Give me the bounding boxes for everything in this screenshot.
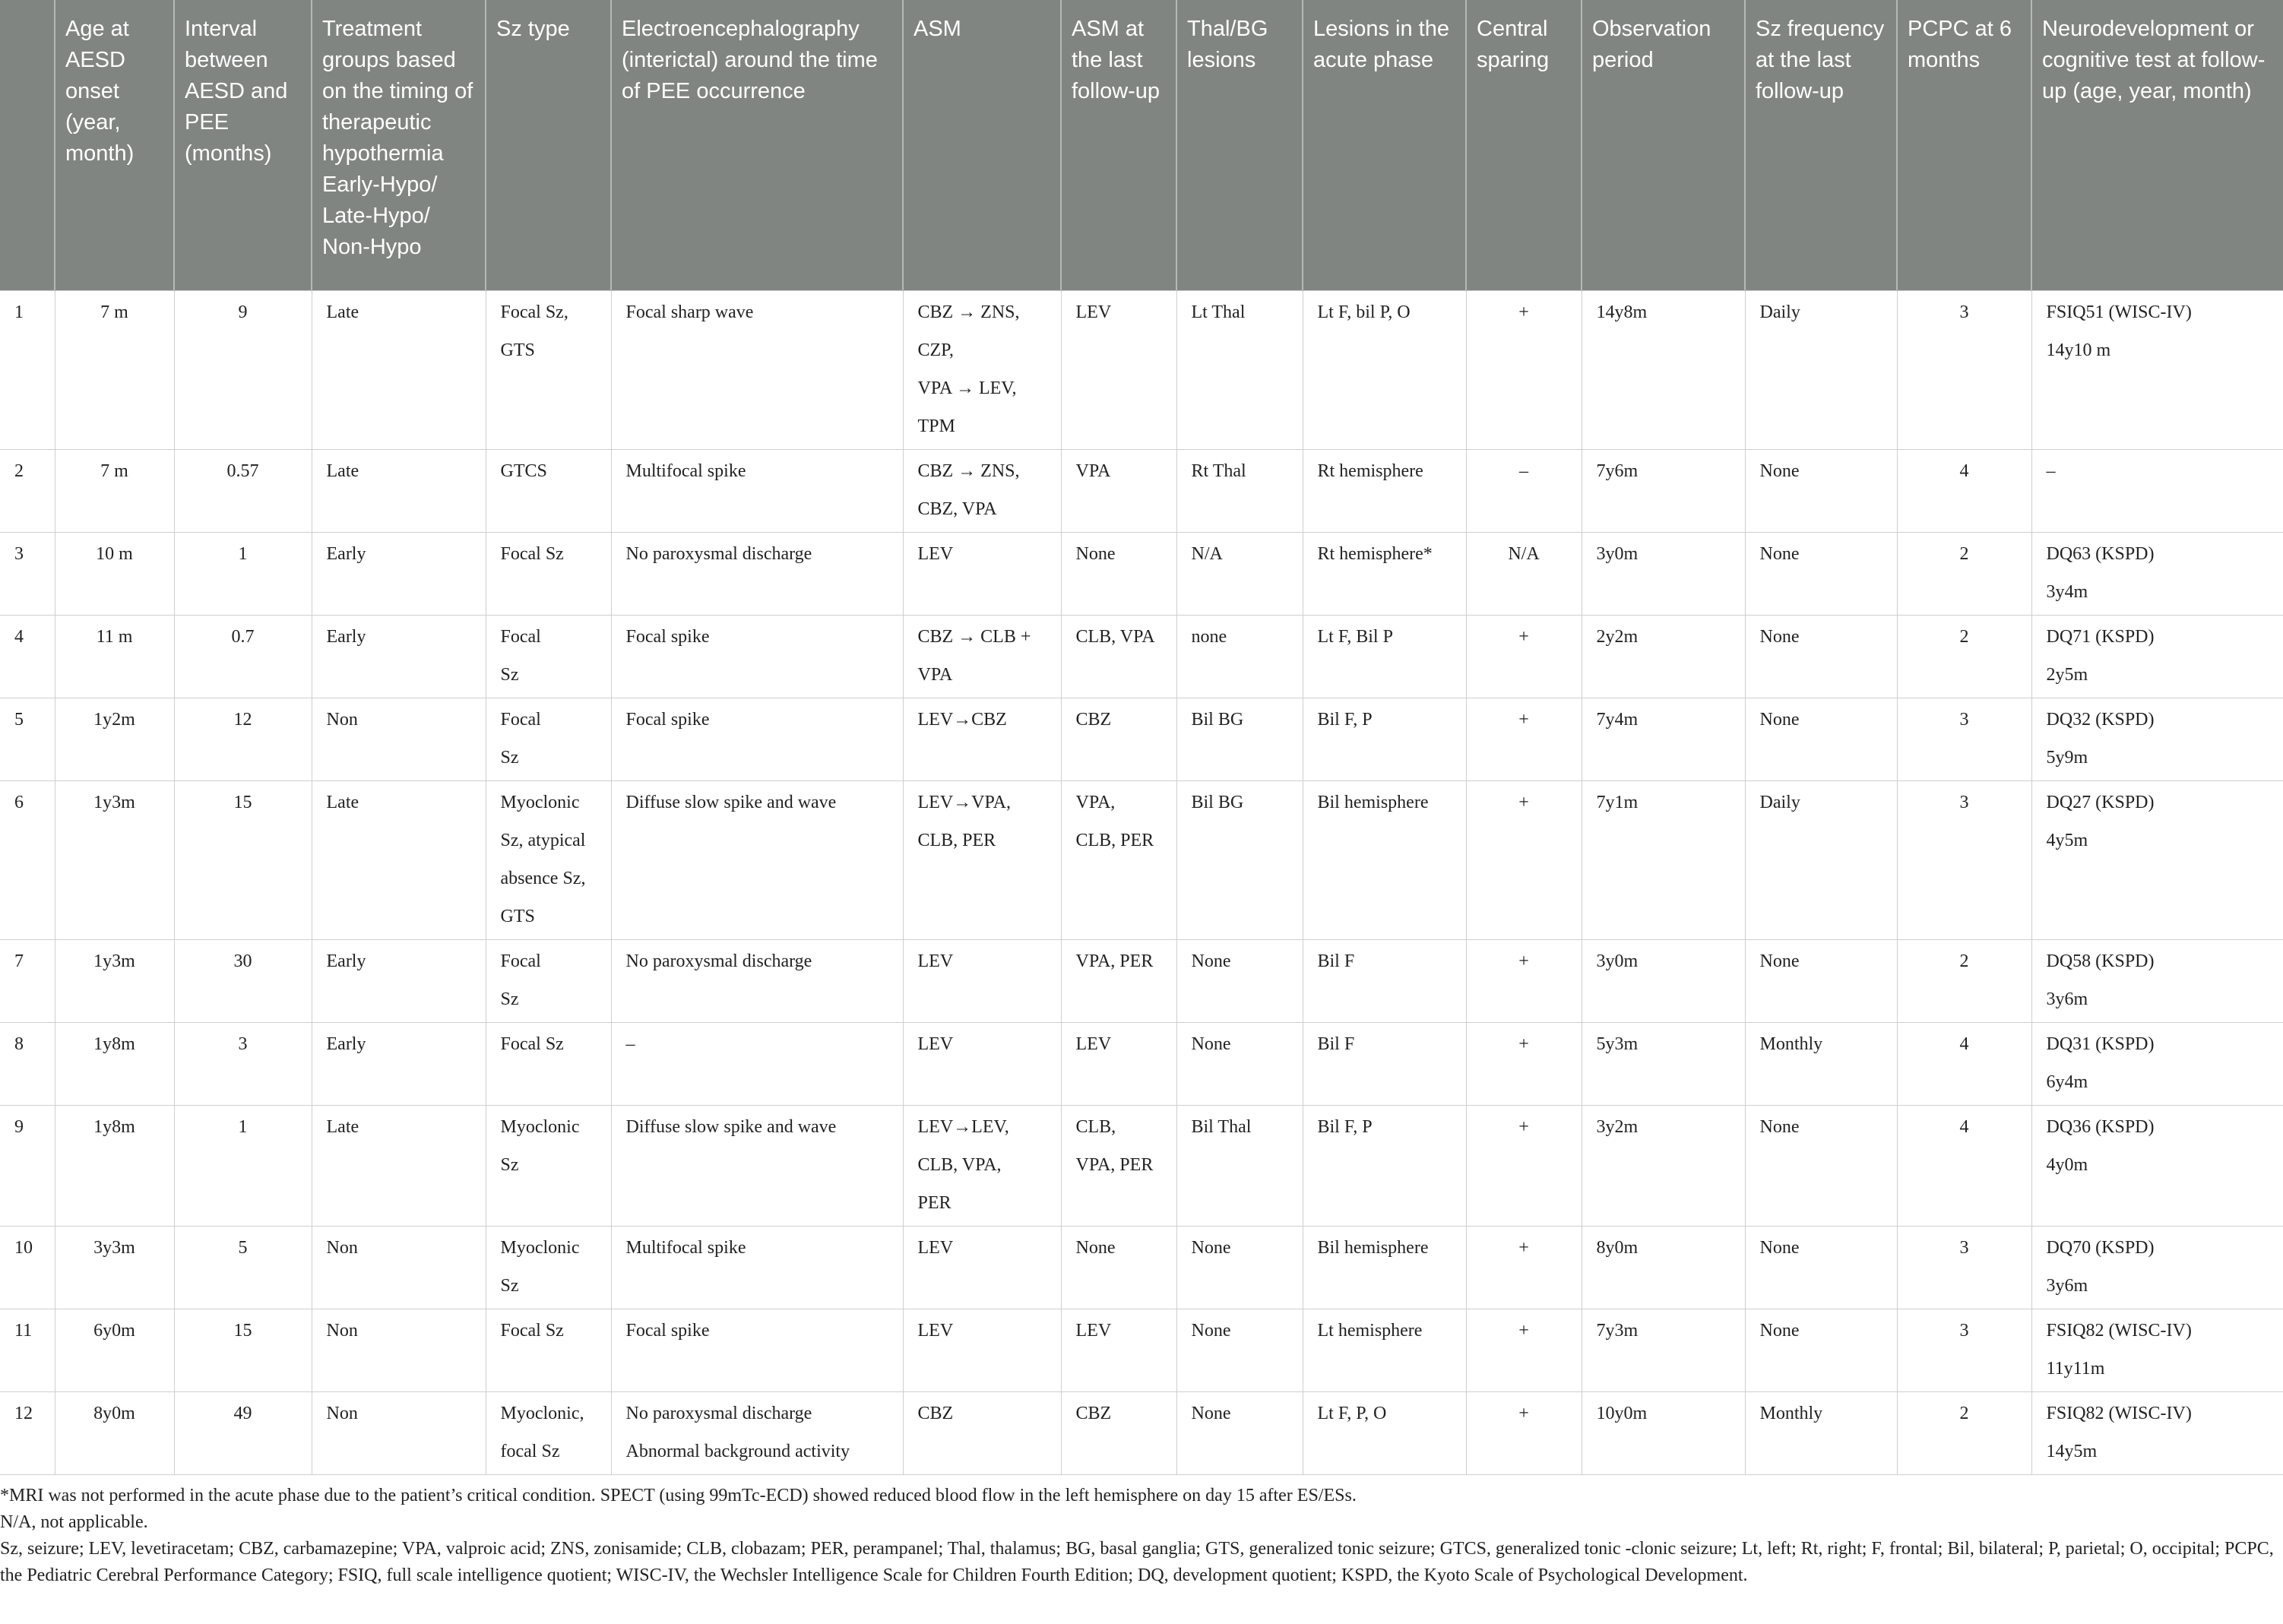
cell-pcpc: 4 bbox=[1897, 1022, 2031, 1105]
column-header-central-sparing: Central sparing bbox=[1466, 0, 1582, 290]
cell-eeg: No paroxysmal discharge bbox=[611, 939, 903, 1022]
cell-treatment-group: Early bbox=[312, 1022, 486, 1105]
cell-acute-lesions: Rt hemisphere bbox=[1303, 449, 1466, 532]
cell-patient-no: 2 bbox=[0, 449, 55, 532]
cell-interval: 12 bbox=[174, 698, 312, 780]
cell-sz-frequency: None bbox=[1745, 532, 1897, 615]
cell-asm: CBZ → CLB + VPA bbox=[903, 615, 1061, 698]
cell-central-sparing: N/A bbox=[1466, 532, 1582, 615]
cell-sz-frequency: None bbox=[1745, 1226, 1897, 1309]
footnotes bbox=[0, 1475, 2283, 1589]
cell-interval: 1 bbox=[174, 532, 312, 615]
cell-sz-type: Focal Sz, GTS bbox=[486, 290, 611, 449]
cell-thal-bg-lesions: None bbox=[1176, 1022, 1303, 1105]
footnote: *MRI was not performed in the acute phase due to the patient’s critical condition. SPECT (using 99mTc-ECD) showed reduced blood flow in the left hemisphere on day 15 after ES/ESs. bbox=[0, 1485, 1357, 1505]
cell-treatment-group: Early bbox=[312, 939, 486, 1022]
cell-central-sparing: + bbox=[1466, 1391, 1582, 1474]
column-header-sz-type: Sz type bbox=[486, 0, 611, 290]
cell-observation-period: 5y3m bbox=[1582, 1022, 1745, 1105]
column-header-thal-bg-lesions: Thal/BG lesions bbox=[1176, 0, 1303, 290]
cell-acute-lesions: Bil F, P bbox=[1303, 698, 1466, 780]
table-row bbox=[0, 1309, 2283, 1391]
cell-neurodevelopment: FSIQ82 (WISC-IV) 14y5m bbox=[2031, 1391, 2283, 1474]
cell-age-at-onset: 1y3m bbox=[55, 939, 174, 1022]
cell-age-at-onset: 3y3m bbox=[55, 1226, 174, 1309]
cell-asm-last-follow-up: VPA, CLB, PER bbox=[1061, 780, 1176, 939]
cell-neurodevelopment: FSIQ51 (WISC-IV) 14y10 m bbox=[2031, 290, 2283, 449]
cell-thal-bg-lesions: Bil BG bbox=[1176, 698, 1303, 780]
cell-age-at-onset: 10 m bbox=[55, 532, 174, 615]
cell-sz-type: Myoclonic, focal Sz bbox=[486, 1391, 611, 1474]
cell-sz-type: Focal Sz bbox=[486, 698, 611, 780]
cell-thal-bg-lesions: None bbox=[1176, 939, 1303, 1022]
cell-age-at-onset: 7 m bbox=[55, 449, 174, 532]
cell-observation-period: 3y0m bbox=[1582, 939, 1745, 1022]
cell-acute-lesions: Bil hemisphere bbox=[1303, 780, 1466, 939]
cell-asm-last-follow-up: CBZ bbox=[1061, 698, 1176, 780]
column-header-age-at-onset: Age at AESD onset (year, month) bbox=[55, 0, 174, 290]
column-header-neurodevelopment: Neurodevelopment or cognitive test at follow-up (age, year, month) bbox=[2031, 0, 2283, 290]
cell-neurodevelopment: DQ36 (KSPD) 4y0m bbox=[2031, 1105, 2283, 1226]
cell-asm: LEV bbox=[903, 1309, 1061, 1391]
column-header-treatment-group: Treatment groups based on the timing of therapeutic hypothermia Early-Hypo/ Late-Hypo/ Non-Hypo bbox=[312, 0, 486, 290]
footnote: N/A, not applicable. bbox=[0, 1512, 148, 1532]
cell-eeg: Multifocal spike bbox=[611, 449, 903, 532]
cell-asm: CBZ → ZNS, CBZ, VPA bbox=[903, 449, 1061, 532]
table-row bbox=[0, 532, 2283, 615]
cell-treatment-group: Early bbox=[312, 615, 486, 698]
column-header-asm: ASM bbox=[903, 0, 1061, 290]
cell-central-sparing: + bbox=[1466, 939, 1582, 1022]
cell-pcpc: 2 bbox=[1897, 615, 2031, 698]
cell-eeg: Focal spike bbox=[611, 615, 903, 698]
cell-observation-period: 14y8m bbox=[1582, 290, 1745, 449]
cell-acute-lesions: Bil hemisphere bbox=[1303, 1226, 1466, 1309]
cell-interval: 3 bbox=[174, 1022, 312, 1105]
cell-treatment-group: Late bbox=[312, 1105, 486, 1226]
cell-central-sparing: + bbox=[1466, 1226, 1582, 1309]
cell-eeg: Multifocal spike bbox=[611, 1226, 903, 1309]
cell-central-sparing: + bbox=[1466, 1309, 1582, 1391]
column-header-interval: Interval between AESD and PEE (months) bbox=[174, 0, 312, 290]
cell-eeg: Focal spike bbox=[611, 1309, 903, 1391]
column-header-asm-last-follow-up: ASM at the last follow-up bbox=[1061, 0, 1176, 290]
cell-acute-lesions: Bil F bbox=[1303, 939, 1466, 1022]
cell-age-at-onset: 11 m bbox=[55, 615, 174, 698]
cell-observation-period: 3y2m bbox=[1582, 1105, 1745, 1226]
cell-treatment-group: Late bbox=[312, 780, 486, 939]
cell-observation-period: 7y6m bbox=[1582, 449, 1745, 532]
cell-neurodevelopment: DQ32 (KSPD) 5y9m bbox=[2031, 698, 2283, 780]
cell-asm-last-follow-up: CLB, VPA bbox=[1061, 615, 1176, 698]
cell-sz-type: Myoclonic Sz bbox=[486, 1226, 611, 1309]
cell-observation-period: 10y0m bbox=[1582, 1391, 1745, 1474]
cell-acute-lesions: Lt F, bil P, O bbox=[1303, 290, 1466, 449]
cell-observation-period: 7y1m bbox=[1582, 780, 1745, 939]
cell-patient-no: 6 bbox=[0, 780, 55, 939]
cell-patient-no: 8 bbox=[0, 1022, 55, 1105]
cell-acute-lesions: Lt F, Bil P bbox=[1303, 615, 1466, 698]
cell-sz-frequency: Daily bbox=[1745, 780, 1897, 939]
cell-neurodevelopment: DQ31 (KSPD) 6y4m bbox=[2031, 1022, 2283, 1105]
cell-acute-lesions: Rt hemisphere* bbox=[1303, 532, 1466, 615]
cell-thal-bg-lesions: none bbox=[1176, 615, 1303, 698]
column-header-acute-lesions: Lesions in the acute phase bbox=[1303, 0, 1466, 290]
cell-sz-frequency: None bbox=[1745, 1309, 1897, 1391]
cell-observation-period: 2y2m bbox=[1582, 615, 1745, 698]
cell-thal-bg-lesions: None bbox=[1176, 1226, 1303, 1309]
table-row bbox=[0, 615, 2283, 698]
cell-eeg: Focal spike bbox=[611, 698, 903, 780]
cell-asm: LEV→VPA, CLB, PER bbox=[903, 780, 1061, 939]
cell-neurodevelopment: DQ58 (KSPD) 3y6m bbox=[2031, 939, 2283, 1022]
cell-pcpc: 3 bbox=[1897, 290, 2031, 449]
cell-central-sparing: + bbox=[1466, 1105, 1582, 1226]
cell-sz-type: GTCS bbox=[486, 449, 611, 532]
table-row bbox=[0, 290, 2283, 449]
footnote: Sz, seizure; LEV, levetiracetam; CBZ, carbamazepine; VPA, valproic acid; ZNS, zonisamide; CLB, clobazam; PER, perampanel; Thal, thalamus; BG, basal ganglia; GTS, generalized tonic seizure; GTCS, generalized tonic -clonic seizure; Lt, left; Rt, right; F, frontal; Bil, bilateral; P, parietal; O, occipital; PCPC, the Pediatric Cerebral Performance Category; FSIQ, full scale intelligence quotient; WISC-IV, the Wechsler Intelligence Scale for Children Fourth Edition; DQ, development quotient; KSPD, the Kyoto Scale of Psychological Development. bbox=[0, 1538, 2274, 1585]
cell-thal-bg-lesions: None bbox=[1176, 1309, 1303, 1391]
table-row bbox=[0, 449, 2283, 532]
cell-age-at-onset: 1y3m bbox=[55, 780, 174, 939]
cell-interval: 15 bbox=[174, 780, 312, 939]
cell-asm-last-follow-up: VPA bbox=[1061, 449, 1176, 532]
cell-asm: LEV bbox=[903, 1022, 1061, 1105]
cell-central-sparing: + bbox=[1466, 698, 1582, 780]
cell-age-at-onset: 8y0m bbox=[55, 1391, 174, 1474]
cell-patient-no: 3 bbox=[0, 532, 55, 615]
cell-asm: LEV→CBZ bbox=[903, 698, 1061, 780]
cell-eeg: Diffuse slow spike and wave bbox=[611, 780, 903, 939]
cell-treatment-group: Non bbox=[312, 1309, 486, 1391]
cell-interval: 0.7 bbox=[174, 615, 312, 698]
cell-interval: 5 bbox=[174, 1226, 312, 1309]
cell-asm: CBZ bbox=[903, 1391, 1061, 1474]
cell-patient-no: 4 bbox=[0, 615, 55, 698]
column-header-eeg: Electroencephalography (interictal) around the time of PEE occurrence bbox=[611, 0, 903, 290]
cell-sz-frequency: None bbox=[1745, 939, 1897, 1022]
cell-pcpc: 3 bbox=[1897, 780, 2031, 939]
cell-sz-type: Focal Sz bbox=[486, 1309, 611, 1391]
cell-neurodevelopment: DQ27 (KSPD) 4y5m bbox=[2031, 780, 2283, 939]
cell-pcpc: 2 bbox=[1897, 1391, 2031, 1474]
table-row bbox=[0, 1226, 2283, 1309]
cell-sz-frequency: Monthly bbox=[1745, 1391, 1897, 1474]
table-row bbox=[0, 939, 2283, 1022]
cell-central-sparing: + bbox=[1466, 780, 1582, 939]
cell-asm-last-follow-up: None bbox=[1061, 532, 1176, 615]
cell-patient-no: 10 bbox=[0, 1226, 55, 1309]
cell-pcpc: 3 bbox=[1897, 1309, 2031, 1391]
cell-sz-type: Focal Sz bbox=[486, 1022, 611, 1105]
cell-age-at-onset: 1y2m bbox=[55, 698, 174, 780]
cell-thal-bg-lesions: Bil BG bbox=[1176, 780, 1303, 939]
cell-interval: 30 bbox=[174, 939, 312, 1022]
table-row bbox=[0, 698, 2283, 780]
cell-eeg: – bbox=[611, 1022, 903, 1105]
cell-treatment-group: Late bbox=[312, 449, 486, 532]
cell-patient-no: 11 bbox=[0, 1309, 55, 1391]
cell-eeg: Diffuse slow spike and wave bbox=[611, 1105, 903, 1226]
cell-interval: 0.57 bbox=[174, 449, 312, 532]
column-header-pcpc: PCPC at 6 months bbox=[1897, 0, 2031, 290]
cell-central-sparing: + bbox=[1466, 1022, 1582, 1105]
cell-pcpc: 3 bbox=[1897, 698, 2031, 780]
table-row bbox=[0, 1105, 2283, 1226]
cell-eeg: No paroxysmal discharge bbox=[611, 532, 903, 615]
column-header-observation-period: Observation period bbox=[1582, 0, 1745, 290]
cell-asm: LEV bbox=[903, 532, 1061, 615]
cell-age-at-onset: 1y8m bbox=[55, 1022, 174, 1105]
cell-interval: 9 bbox=[174, 290, 312, 449]
cell-asm-last-follow-up: LEV bbox=[1061, 290, 1176, 449]
cell-central-sparing: + bbox=[1466, 290, 1582, 449]
cell-pcpc: 2 bbox=[1897, 532, 2031, 615]
cell-asm-last-follow-up: CLB, VPA, PER bbox=[1061, 1105, 1176, 1226]
cell-eeg: No paroxysmal discharge Abnormal background activity bbox=[611, 1391, 903, 1474]
cell-asm: LEV→LEV, CLB, VPA, PER bbox=[903, 1105, 1061, 1226]
cell-treatment-group: Early bbox=[312, 532, 486, 615]
cell-age-at-onset: 6y0m bbox=[55, 1309, 174, 1391]
cell-thal-bg-lesions: Rt Thal bbox=[1176, 449, 1303, 532]
cell-neurodevelopment: – bbox=[2031, 449, 2283, 532]
table-row bbox=[0, 1391, 2283, 1474]
cell-central-sparing: + bbox=[1466, 615, 1582, 698]
column-header-sz-frequency: Sz frequency at the last follow-up bbox=[1745, 0, 1897, 290]
cell-central-sparing: – bbox=[1466, 449, 1582, 532]
table-row bbox=[0, 1022, 2283, 1105]
cell-neurodevelopment: DQ63 (KSPD) 3y4m bbox=[2031, 532, 2283, 615]
cell-patient-no: 5 bbox=[0, 698, 55, 780]
cell-pcpc: 2 bbox=[1897, 939, 2031, 1022]
cell-patient-no: 9 bbox=[0, 1105, 55, 1226]
cell-asm: LEV bbox=[903, 939, 1061, 1022]
cell-sz-frequency: None bbox=[1745, 615, 1897, 698]
cell-observation-period: 7y3m bbox=[1582, 1309, 1745, 1391]
cell-neurodevelopment: DQ70 (KSPD) 3y6m bbox=[2031, 1226, 2283, 1309]
table-row bbox=[0, 780, 2283, 939]
cell-pcpc: 4 bbox=[1897, 449, 2031, 532]
cell-asm-last-follow-up: LEV bbox=[1061, 1309, 1176, 1391]
cell-sz-frequency: None bbox=[1745, 698, 1897, 780]
cell-interval: 49 bbox=[174, 1391, 312, 1474]
cell-acute-lesions: Lt F, P, O bbox=[1303, 1391, 1466, 1474]
cell-treatment-group: Non bbox=[312, 1226, 486, 1309]
cell-acute-lesions: Bil F bbox=[1303, 1022, 1466, 1105]
cell-sz-type: Focal Sz bbox=[486, 615, 611, 698]
cell-eeg: Focal sharp wave bbox=[611, 290, 903, 449]
cell-sz-frequency: Monthly bbox=[1745, 1022, 1897, 1105]
cell-pcpc: 4 bbox=[1897, 1105, 2031, 1226]
cell-sz-type: Myoclonic Sz, atypical absence Sz, GTS bbox=[486, 780, 611, 939]
cell-observation-period: 7y4m bbox=[1582, 698, 1745, 780]
cell-neurodevelopment: DQ71 (KSPD) 2y5m bbox=[2031, 615, 2283, 698]
cell-asm: LEV bbox=[903, 1226, 1061, 1309]
cell-acute-lesions: Bil F, P bbox=[1303, 1105, 1466, 1226]
cell-age-at-onset: 1y8m bbox=[55, 1105, 174, 1226]
cell-interval: 15 bbox=[174, 1309, 312, 1391]
cell-thal-bg-lesions: Bil Thal bbox=[1176, 1105, 1303, 1226]
cell-pcpc: 3 bbox=[1897, 1226, 2031, 1309]
cell-treatment-group: Non bbox=[312, 1391, 486, 1474]
column-header-patient-no bbox=[0, 0, 55, 290]
table-body bbox=[0, 290, 2283, 1474]
cell-asm-last-follow-up: CBZ bbox=[1061, 1391, 1176, 1474]
cell-asm-last-follow-up: VPA, PER bbox=[1061, 939, 1176, 1022]
cell-acute-lesions: Lt hemisphere bbox=[1303, 1309, 1466, 1391]
cell-sz-type: Focal Sz bbox=[486, 939, 611, 1022]
cell-thal-bg-lesions: N/A bbox=[1176, 532, 1303, 615]
cell-sz-frequency: None bbox=[1745, 449, 1897, 532]
cell-interval: 1 bbox=[174, 1105, 312, 1226]
cell-patient-no: 7 bbox=[0, 939, 55, 1022]
cell-neurodevelopment: FSIQ82 (WISC-IV) 11y11m bbox=[2031, 1309, 2283, 1391]
cell-thal-bg-lesions: None bbox=[1176, 1391, 1303, 1474]
cell-patient-no: 12 bbox=[0, 1391, 55, 1474]
cell-age-at-onset: 7 m bbox=[55, 290, 174, 449]
cell-sz-type: Focal Sz bbox=[486, 532, 611, 615]
cell-sz-frequency: Daily bbox=[1745, 290, 1897, 449]
cell-asm-last-follow-up: LEV bbox=[1061, 1022, 1176, 1105]
cell-asm: CBZ → ZNS, CZP, VPA → LEV, TPM bbox=[903, 290, 1061, 449]
cell-observation-period: 3y0m bbox=[1582, 532, 1745, 615]
cell-asm-last-follow-up: None bbox=[1061, 1226, 1176, 1309]
header-row bbox=[0, 0, 2283, 290]
cell-thal-bg-lesions: Lt Thal bbox=[1176, 290, 1303, 449]
cell-patient-no: 1 bbox=[0, 290, 55, 449]
cell-sz-frequency: None bbox=[1745, 1105, 1897, 1226]
cell-treatment-group: Late bbox=[312, 290, 486, 449]
cell-treatment-group: Non bbox=[312, 698, 486, 780]
cell-sz-type: Myoclonic Sz bbox=[486, 1105, 611, 1226]
cell-observation-period: 8y0m bbox=[1582, 1226, 1745, 1309]
